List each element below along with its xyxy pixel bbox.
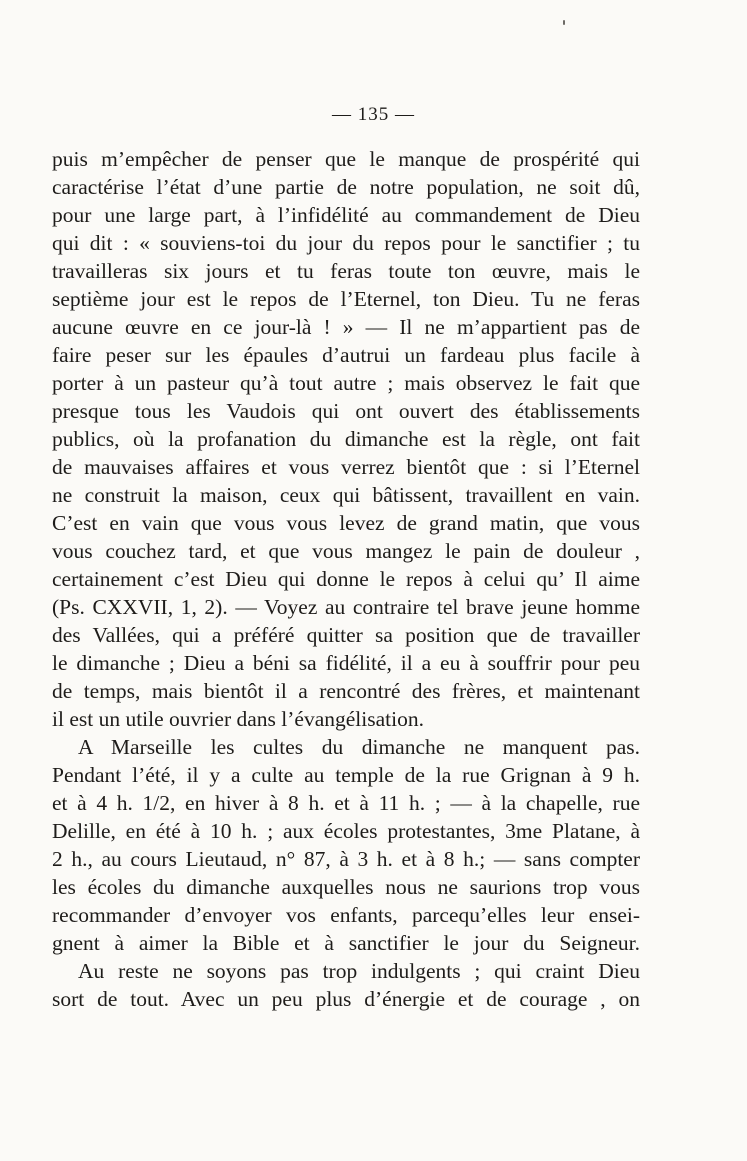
- text-line: faire peser sur les épaules d’autrui un fardeau plus facile à: [52, 343, 640, 367]
- text-line: des Vallées, qui a préféré quitter sa position que de travailler: [52, 623, 640, 647]
- text-line: sort de tout. Avec un peu plus d’énergie et de courage , on: [52, 987, 640, 1011]
- text-line: aucune œuvre en ce jour-là ! » — Il ne m’appartient pas de: [52, 315, 640, 339]
- ink-speck: [563, 20, 565, 25]
- text-line: recommander d’envoyer vos enfants, parcequ’elles leur ensei-: [52, 903, 640, 927]
- text-line: presque tous les Vaudois qui ont ouvert des établissements: [52, 399, 640, 423]
- text-line: les écoles du dimanche auxquelles nous ne saurions trop vous: [52, 875, 640, 899]
- text-line: certainement c’est Dieu qui donne le repos à celui qu’ Il aime: [52, 567, 640, 591]
- text-line: vous couchez tard, et que vous mangez le pain de douleur ,: [52, 539, 640, 563]
- text-line: gnent à aimer la Bible et à sanctifier le jour du Seigneur.: [52, 931, 640, 955]
- text-line: C’est en vain que vous vous levez de grand matin, que vous: [52, 511, 640, 535]
- text-line: qui dit : « souviens-toi du jour du repos pour le sanctifier ; tu: [52, 231, 640, 255]
- text-line: caractérise l’état d’une partie de notre population, ne soit dû,: [52, 175, 640, 199]
- text-line: (Ps. CXXVII, 1, 2). — Voyez au contraire tel brave jeune homme: [52, 595, 640, 619]
- paragraph-first-line: A Marseille les cultes du dimanche ne manquent pas.: [78, 735, 640, 759]
- text-line: pour une large part, à l’infidélité au commandement de Dieu: [52, 203, 640, 227]
- text-line: 2 h., au cours Lieutaud, n° 87, à 3 h. et à 8 h.; — sans compter: [52, 847, 640, 871]
- text-line: de temps, mais bientôt il a rencontré des frères, et maintenant: [52, 679, 640, 703]
- text-line: le dimanche ; Dieu a béni sa fidélité, il a eu à souffrir pour peu: [52, 651, 640, 675]
- text-line: porter à un pasteur qu’à tout autre ; mais observez le fait que: [52, 371, 640, 395]
- text-line: de mauvaises affaires et vous verrez bientôt que : si l’Eternel: [52, 455, 640, 479]
- page-number: — 135 —: [332, 104, 415, 125]
- text-line: Delille, en été à 10 h. ; aux écoles protestantes, 3me Platane, à: [52, 819, 640, 843]
- text-line: et à 4 h. 1/2, en hiver à 8 h. et à 11 h. ; — à la chapelle, rue: [52, 791, 640, 815]
- text-line: septième jour est le repos de l’Eternel, ton Dieu. Tu ne feras: [52, 287, 640, 311]
- text-line: publics, où la profanation du dimanche est la règle, ont fait: [52, 427, 640, 451]
- text-line: travailleras six jours et tu feras toute ton œuvre, mais le: [52, 259, 640, 283]
- text-line: puis m’empêcher de penser que le manque de prospérité qui: [52, 147, 640, 171]
- paragraph-first-line: Au reste ne soyons pas trop indulgents ; qui craint Dieu: [78, 959, 640, 983]
- text-line: Pendant l’été, il y a culte au temple de la rue Grignan à 9 h.: [52, 763, 640, 787]
- text-line: ne construit la maison, ceux qui bâtissent, travaillent en vain.: [52, 483, 640, 507]
- text-line: il est un utile ouvrier dans l’évangélisation.: [52, 707, 424, 731]
